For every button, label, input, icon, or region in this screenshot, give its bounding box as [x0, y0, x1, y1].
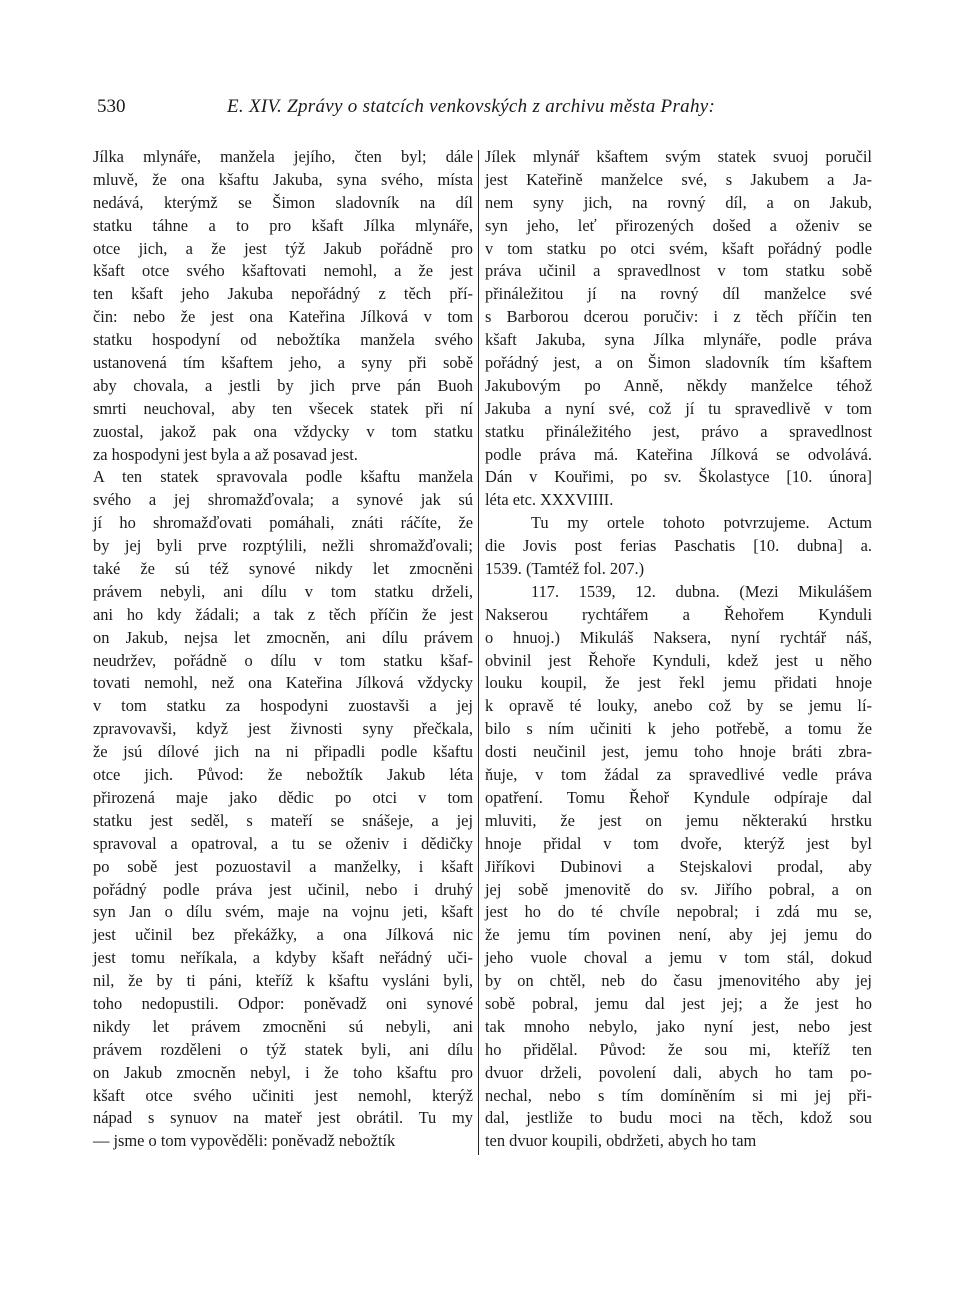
text-line: mluviti, že jest on jemu některakú hrstku [485, 810, 872, 830]
text-line: A ten statek spravovala podle kšaftu manžela [93, 467, 473, 487]
text-line: nikdy let právem zmocněni sú nebyli, ani [93, 1016, 473, 1036]
text-line: ňuje, v tom žádal za spravedlivé vedle práva [485, 765, 872, 785]
text-line: by on chtěl, neb do času jmenovitého aby jej [485, 971, 872, 991]
text-line: za hospodyni jest byla a až posavad jest. [93, 444, 358, 464]
text-line: ten kšaft jeho Jakuba nepořádný z těch pří- [93, 284, 473, 304]
left-column [93, 146, 473, 1153]
text-line: tak mnoho nebylo, jako nyní jest, nebo jest [485, 1016, 872, 1036]
text-line: nil, že by ti páni, kteříž k kšaftu vysláni byli, [93, 971, 473, 991]
text-line: v tom statku po otci svém, kšaft pořádný podle [485, 238, 872, 258]
text-line: nechal, nebo s tím domíněním si mi jej při- [485, 1085, 872, 1105]
text-line: jest Kateřině manželce své, s Jakubem a Ja- [485, 169, 872, 189]
text-line: statku táhne a to pro kšaft Jílka mlynáře, [93, 215, 473, 235]
text-line: v tom statku za hospodyni zuostavši a jej [93, 696, 473, 716]
text-line: — jsme o tom vypověděli: poněvadž nebožtík [93, 1131, 396, 1151]
text-line: ustanovená tím kšaftem jeho, a syny při sobě [93, 353, 473, 373]
text-line: svého a jej shromažďovala; a synové jak sú [93, 490, 473, 510]
page-header [97, 96, 877, 126]
text-line: hnoje přidal v tom dvoře, kterýž jest byl [485, 833, 872, 853]
text-line: přirozená maje jako dědic po otci v tom [93, 787, 473, 807]
text-line: Tu my ortele tohoto potvrzujeme. Actum [531, 513, 872, 533]
text-line: Jakuba a nyní své, což jí tu spravedlivě v tom [485, 398, 872, 418]
text-line: jí ho shromažďovati pomáhali, znáti ráčíte, že [93, 513, 473, 533]
text-line: pořádný jest, a on Šimon sladovník tím kšaftem [485, 353, 872, 373]
text-line: nápad s synuov na mateř jest obrátil. Tu my [93, 1108, 473, 1128]
text-line: Jakubovým po Anně, někdy manželce téhož [485, 375, 872, 395]
text-line: právem nebyli, ani dílu v tom statku drželi, [93, 581, 473, 601]
text-line: statku hospodyní od nebožtíka manžela svého [93, 330, 473, 350]
text-line: by jej byli prve rozptýlili, nežli shromažďovali; [93, 536, 473, 556]
text-line: také že sú též synové nikdy let zmocněni [93, 559, 473, 579]
text-line: zpravovavši, když jest živnosti syny přečkala, [93, 719, 473, 739]
text-line: přináležitou jí na rovný díl manželce své [485, 284, 872, 304]
text-line: Jílek mlynář kšaftem svým statek svuoj poručil [485, 147, 872, 166]
text-line: kšaft otce svého učiniti jest nemohl, kterýž [93, 1085, 473, 1105]
text-line: po sobě jest pozuostavil a manželky, i kšaft [93, 856, 473, 876]
text-line: ani ho kdy žádali; a tak z těch příčin že jest [93, 604, 473, 624]
text-line: ho přidělal. Původ: že sou mi, kteříž ten [485, 1039, 872, 1059]
text-line: Dán v Kouřimi, po sv. Školastyce [10. února] [485, 467, 872, 487]
text-line: Jiříkovi Dubinovi a Stejskalovi prodal, aby [485, 856, 872, 876]
text-line: dosti neučinil jest, jemu toho hnoje bráti zbra- [485, 742, 872, 762]
text-line: k opravě té louky, anebo což by se jemu lí- [485, 696, 872, 716]
text-line: mluvě, že ona kšaftu Jakuba, syna svého, místa [93, 169, 473, 189]
text-line: jest tomu neříkala, a kdyby kšaft neřádný uči- [93, 948, 473, 968]
text-line: podle práva má. Kateřina Jílková se odvolává. [485, 444, 872, 464]
text-line: čin: nebo že jest ona Kateřina Jílková v tom [93, 307, 473, 327]
right-column [485, 146, 872, 1153]
text-line: Nakserou rychtářem a Řehořem Kynduli [485, 604, 872, 624]
text-line: jest ho do té chvíle nepobral; i zdá mu se, [485, 902, 872, 922]
text-line: nedává, kterýmž se Šimon sladovník na díl [93, 192, 473, 212]
text-line: on Jakub zmocněn nebyl, i že toho kšaftu pro [93, 1062, 473, 1082]
text-line: dal, jestliže to budu moci na těch, kdož sou [485, 1108, 872, 1128]
text-line: syn jeho, leť přirozených došed a oženiv se [485, 215, 872, 235]
text-line: kšaft otce svého kšaftovati nemohl, a že jest [93, 261, 473, 281]
text-line: 117. 1539, 12. dubna. (Mezi Mikulášem [531, 581, 872, 601]
text-line: Jílka mlynáře, manžela jejího, čten byl; dále [93, 147, 473, 166]
text-line: právem rozděleni o týž statek byli, ani dílu [93, 1039, 473, 1059]
text-line: že jsú dílové jich na ni připadli podle kšaftu [93, 742, 473, 762]
text-line: jest učinil bez překážky, a ona Jílková nic [93, 925, 473, 945]
text-line: statku jest seděl, s mateří se snášeje, a jej [93, 810, 473, 830]
text-line: opatření. Tomu Řehoř Kyndule odpíraje dal [485, 787, 872, 807]
text-line: tovati nemohl, než ona Kateřina Jílková vždycky [93, 673, 473, 693]
text-line: dvuor drželi, povolení dali, abych ho tam po- [485, 1062, 872, 1082]
text-line: sobě pobral, jemu dal jest jej; a že jest ho [485, 993, 872, 1013]
text-line: kšaft Jakuba, syna Jílka mlynáře, podle práva [485, 330, 872, 350]
text-line: bilo s ním učiniti k jeho potřebě, a tomu že [485, 719, 872, 739]
text-line: statku přináležitého jest, právo a spravedlnost [485, 421, 872, 441]
text-line: toho nedopustili. Odpor: poněvadž oni synové [93, 993, 473, 1013]
text-line: s Barborou dcerou poručiv: i z těch příčin ten [485, 307, 872, 327]
text-line: pořádný podle práva jest učinil, nebo i druhý [93, 879, 473, 899]
text-line: ten dvuor koupili, obdržeti, abych ho tam [485, 1131, 757, 1151]
text-line: obvinil jest Řehoře Kynduli, kdež jest u něho [485, 650, 872, 670]
column-divider [478, 150, 479, 1155]
text-line: aby chovala, a jestli by jich prve pán Buoh [93, 375, 473, 395]
text-line: zuostal, jakož pak ona vždycky v tom statku [93, 421, 473, 441]
text-line: smrti neuchoval, aby ten všecek statek při ní [93, 398, 473, 418]
text-line: 1539. (Tamtéž fol. 207.) [485, 559, 645, 579]
text-line: nem syny jich, na rovný díl, a on Jakub, [485, 192, 872, 212]
text-line: o hnuoj.) Mikuláš Naksera, nyní rychtář náš, [485, 627, 872, 647]
running-head: E. XIV. Zprávy o statcích venkovských z archivu města Prahy: [227, 96, 716, 117]
text-line: syn Jan o dílu svém, maje na vojnu jeti, kšaft [93, 902, 473, 922]
text-line: louku koupil, že jest řekl jemu přidati hnoje [485, 673, 872, 693]
page-number: 530 [97, 96, 126, 117]
text-line: on Jakub, nejsa let zmocněn, ani dílu právem [93, 627, 473, 647]
text-line: jeho vuole choval a jemu v tom stál, dokud [485, 948, 872, 968]
text-line: die Jovis post ferias Paschatis [10. dubna] a. [485, 536, 872, 556]
text-line: že jemu tím povinen není, aby jej jemu do [485, 925, 872, 945]
text-line: práva učinil a spravedlnost v tom statku sobě [485, 261, 872, 281]
text-line: otce jich. Původ: že nebožtík Jakub léta [93, 765, 473, 785]
text-line: léta etc. XXXVIIII. [485, 490, 614, 510]
text-line: otce jich, a že jest týž Jakub pořádně pro [93, 238, 473, 258]
text-line: neudržev, pořádně o dílu v tom statku kšaf- [93, 650, 473, 670]
text-line: spravoval a opatroval, a tu se oženiv i dědičky [93, 833, 473, 853]
text-line: jej sobě jmenovitě do sv. Jiřího pobral, a on [485, 879, 872, 899]
